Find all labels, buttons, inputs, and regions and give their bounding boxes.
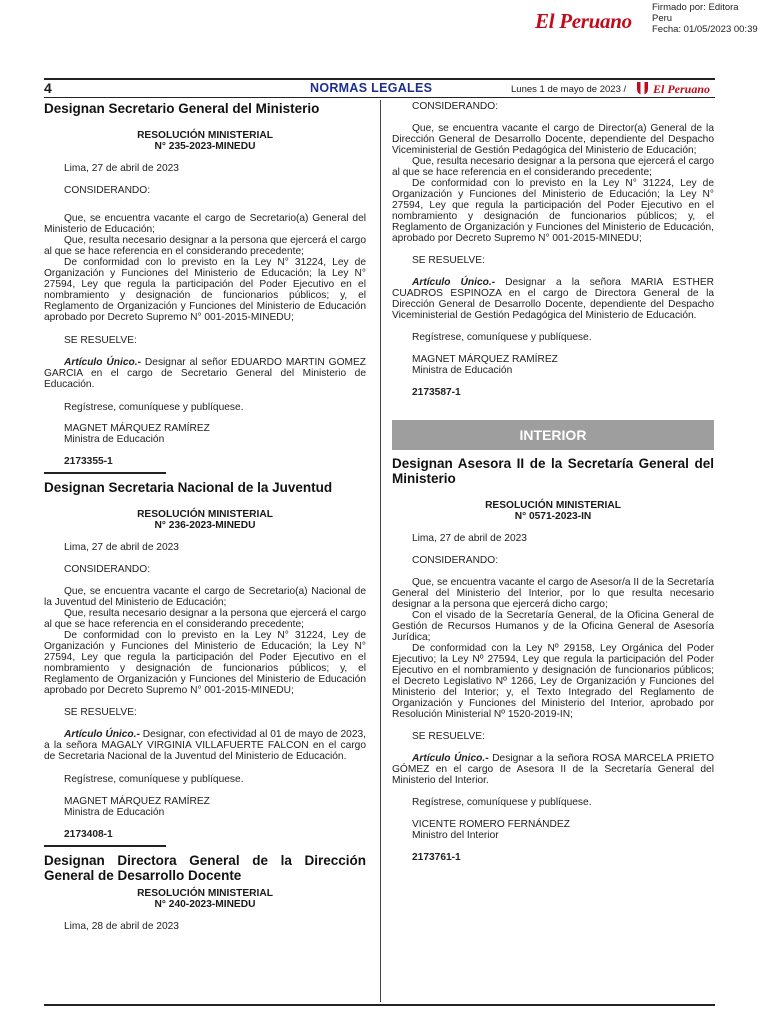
article-title: Designan Asesora II de la Secretaría General del Ministerio	[392, 456, 714, 486]
article-paragraph	[44, 357, 366, 390]
article-text: Designar a la señora MARIA ESTHER CUADROS ESPINOZA en el cargo de Directora General de la Dirección General de Desarrollo Docente, dependiente del Despacho Viceministerial de Gestión Pedagógica del Ministerio de Educación.	[392, 277, 714, 321]
left-column	[44, 101, 366, 932]
article-paragraph	[392, 277, 714, 321]
signature-line: Firmado por: Editora	[652, 2, 739, 13]
section-title: NORMAS LEGALES	[310, 81, 433, 95]
resolution-date: Lima, 27 de abril de 2023	[64, 163, 179, 174]
article-text: Designar al señor EDUARDO MARTIN GOMEZ GARCIA en el cargo de Secretario General del Ministerio de Educación.	[44, 357, 367, 390]
el-peruano-small-logo: El Peruano	[653, 82, 711, 96]
registrese-line: Regístrese, comuníquese y publíquese.	[64, 774, 244, 785]
publication-number: 2173408-1	[64, 829, 113, 840]
resolution-label: RESOLUCIÓN MINISTERIAL	[485, 500, 621, 511]
paragraph: De conformidad con la Ley Nº 29158, Ley Orgánica del Poder Ejecutivo; la Ley Nº 27594, Ley que regula la participación del Poder Ejecutivo en el nombramiento y designación de funcionarios públicos; el Decreto Legislativo Nº 1266, Ley de Organización y Funciones del Ministerio del Interior; y, el Texto Integrado del Reglamento de Organización y Funciones del Ministerio del Interior, aprobado por Resolución Ministerial Nº 1520-2019-IN;	[392, 643, 714, 720]
paragraph: Que, resulta necesario designar a la persona que ejercerá el cargo al que se hace referencia en el considerando precedente;	[44, 235, 366, 257]
resolution-number: N° 235-2023-MINEDU	[154, 141, 256, 152]
logo-tagline-decoration	[537, 32, 647, 37]
paragraph: Que, se encuentra vacante el cargo de Secretario(a) General del Ministerio de Educación;	[44, 213, 366, 235]
signature-line: Peru	[652, 13, 673, 24]
page-number: 4	[44, 80, 52, 96]
paragraph: Que, se encuentra vacante el cargo de Secretario(a) Nacional de la Juventud del Ministerio de Educación;	[44, 586, 366, 608]
registrese-line: Regístrese, comuníquese y publíquese.	[412, 797, 592, 808]
resolution-label: RESOLUCIÓN MINISTERIAL	[137, 888, 273, 899]
paragraph: Que, resulta necesario designar a la persona que ejercerá el cargo al que se hace referencia en el considerando precedente;	[392, 156, 714, 178]
signer-role: Ministra de Educación	[412, 365, 513, 376]
signature-line: Fecha: 01/05/2023 00:39	[652, 24, 758, 35]
paragraph: Que, resulta necesario designar a la persona que ejercerá el cargo al que se hace referencia en el considerando precedente;	[44, 608, 366, 630]
considerando-label: CONSIDERANDO:	[64, 185, 151, 196]
signer-role: Ministra de Educación	[64, 434, 165, 445]
article-title: Designan Directora General de la Dirección General de Desarrollo Docente	[44, 853, 366, 883]
signer-role: Ministro del Interior	[412, 830, 499, 841]
paragraph: Con el visado de la Secretaría General, de la Oficina General de Gestión de Recursos Humanos y de la Oficina General de Asesoría Jurídica;	[392, 610, 714, 643]
considerando-label: CONSIDERANDO:	[412, 555, 499, 566]
article-paragraph	[44, 729, 366, 762]
peru-shield-icon	[637, 82, 648, 95]
signer-name: MAGNET MÁRQUEZ RAMÍREZ	[64, 423, 210, 434]
el-peruano-logo: El Peruano	[535, 9, 632, 33]
signer-name: MAGNET MÁRQUEZ RAMÍREZ	[412, 354, 558, 365]
resolution-label: RESOLUCIÓN MINISTERIAL	[137, 130, 273, 141]
article-label: Artículo Único.-	[412, 753, 489, 764]
publication-number: 2173587-1	[412, 387, 461, 398]
paragraph: De conformidad con lo previsto en la Ley N° 31224, Ley de Organización y Funciones del Ministerio de Educación; la Ley N° 27594, Ley que regula la participación del Poder Ejecutivo en el nombramiento y designación de funcionarios públicos; y, el Reglamento de Organización y Funciones del Ministerio de Educación, aprobado por Decreto Supremo N° 001-2015-MINEDU;	[392, 178, 714, 244]
header-top-rule	[44, 78, 715, 80]
registrese-line: Regístrese, comuníquese y publíquese.	[64, 402, 244, 413]
publication-number: 2173355-1	[64, 456, 113, 467]
considerando-label: CONSIDERANDO:	[64, 564, 151, 575]
digital-signature	[652, 2, 768, 35]
page-bottom-rule	[44, 1004, 715, 1006]
article-separator	[44, 845, 166, 847]
header-date: Lunes 1 de mayo de 2023 /	[511, 84, 627, 95]
se-resuelve-label: SE RESUELVE:	[412, 731, 485, 742]
article-title: Designan Secretaria Nacional de la Juventud	[44, 480, 333, 495]
se-resuelve-label: SE RESUELVE:	[64, 335, 137, 346]
resolution-date: Lima, 28 de abril de 2023	[64, 921, 179, 932]
paragraph: Que, se encuentra vacante el cargo de Director(a) General de la Dirección General de Desarrollo Docente, dependiente del Despacho Viceministerial de Gestión Pedagógica del Ministerio de Educación;	[392, 123, 714, 156]
signer-role: Ministra de Educación	[64, 807, 165, 818]
resolution-number: N° 0571-2023-IN	[514, 511, 592, 522]
resolution-date: Lima, 27 de abril de 2023	[412, 533, 527, 544]
resolution-number: N° 240-2023-MINEDU	[154, 899, 256, 910]
signer-name: VICENTE ROMERO FERNÁNDEZ	[412, 819, 570, 830]
considerando-label: CONSIDERANDO:	[412, 101, 499, 112]
resolution-label: RESOLUCIÓN MINISTERIAL	[137, 509, 273, 520]
right-column	[392, 101, 714, 863]
paragraph: De conformidad con lo previsto en la Ley N° 31224, Ley de Organización y Funciones del Ministerio de Educación; la Ley N° 27594, Ley que regula la participación del Poder Ejecutivo en el nombramiento y designación de funcionarios públicos; y, el Reglamento de Organización y Funciones del Ministerio de Educación aprobado por Decreto Supremo N° 001-2015-MINEDU;	[44, 630, 366, 696]
registrese-line: Regístrese, comuníquese y publíquese.	[412, 332, 592, 343]
article-title: Designan Secretario General del Ministerio	[44, 101, 320, 116]
resolution-date: Lima, 27 de abril de 2023	[64, 542, 179, 553]
section-banner-interior: INTERIOR	[392, 420, 714, 450]
article-label: Artículo Único.-	[412, 277, 496, 288]
paragraph: De conformidad con lo previsto en la Ley N° 31224, Ley de Organización y Funciones del Ministerio de Educación; la Ley N° 27594, Ley que regula la participación del Poder Ejecutivo en el nombramiento y designación de funcionarios públicos; y, el Reglamento de Organización y Funciones del Ministerio de Educación aprobado por Decreto Supremo N° 001-2015-MINEDU;	[44, 257, 366, 323]
publication-number: 2173761-1	[412, 852, 461, 863]
se-resuelve-label: SE RESUELVE:	[412, 255, 485, 266]
article-separator	[44, 472, 166, 474]
paragraph: Que, se encuentra vacante el cargo de Asesor/a II de la Secretaría General del Ministerio del Interior, por lo que resulta necesario designar a la persona que ejercerá dicho cargo;	[392, 577, 714, 610]
article-text: Designar a la señora ROSA MARCELA PRIETO GÓMEZ en el cargo de Asesora II de la Secretaría General del Ministerio del Interior.	[392, 753, 714, 786]
header-bottom-rule	[44, 97, 715, 98]
signer-name: MAGNET MÁRQUEZ RAMÍREZ	[64, 796, 210, 807]
article-text: Designar, con efectividad al 01 de mayo de 2023, a la señora MAGALY VIRGINIA VILLAFUERTE FALCON en el cargo de Secretaria Nacional de la Juventud del Ministerio de Educación.	[44, 729, 366, 762]
article-paragraph	[392, 753, 714, 786]
article-label: Artículo Único.-	[64, 357, 141, 368]
article-label: Artículo Único.-	[64, 729, 140, 740]
se-resuelve-label: SE RESUELVE:	[64, 707, 137, 718]
column-separator	[380, 100, 381, 1002]
resolution-number: N° 236-2023-MINEDU	[154, 520, 256, 531]
